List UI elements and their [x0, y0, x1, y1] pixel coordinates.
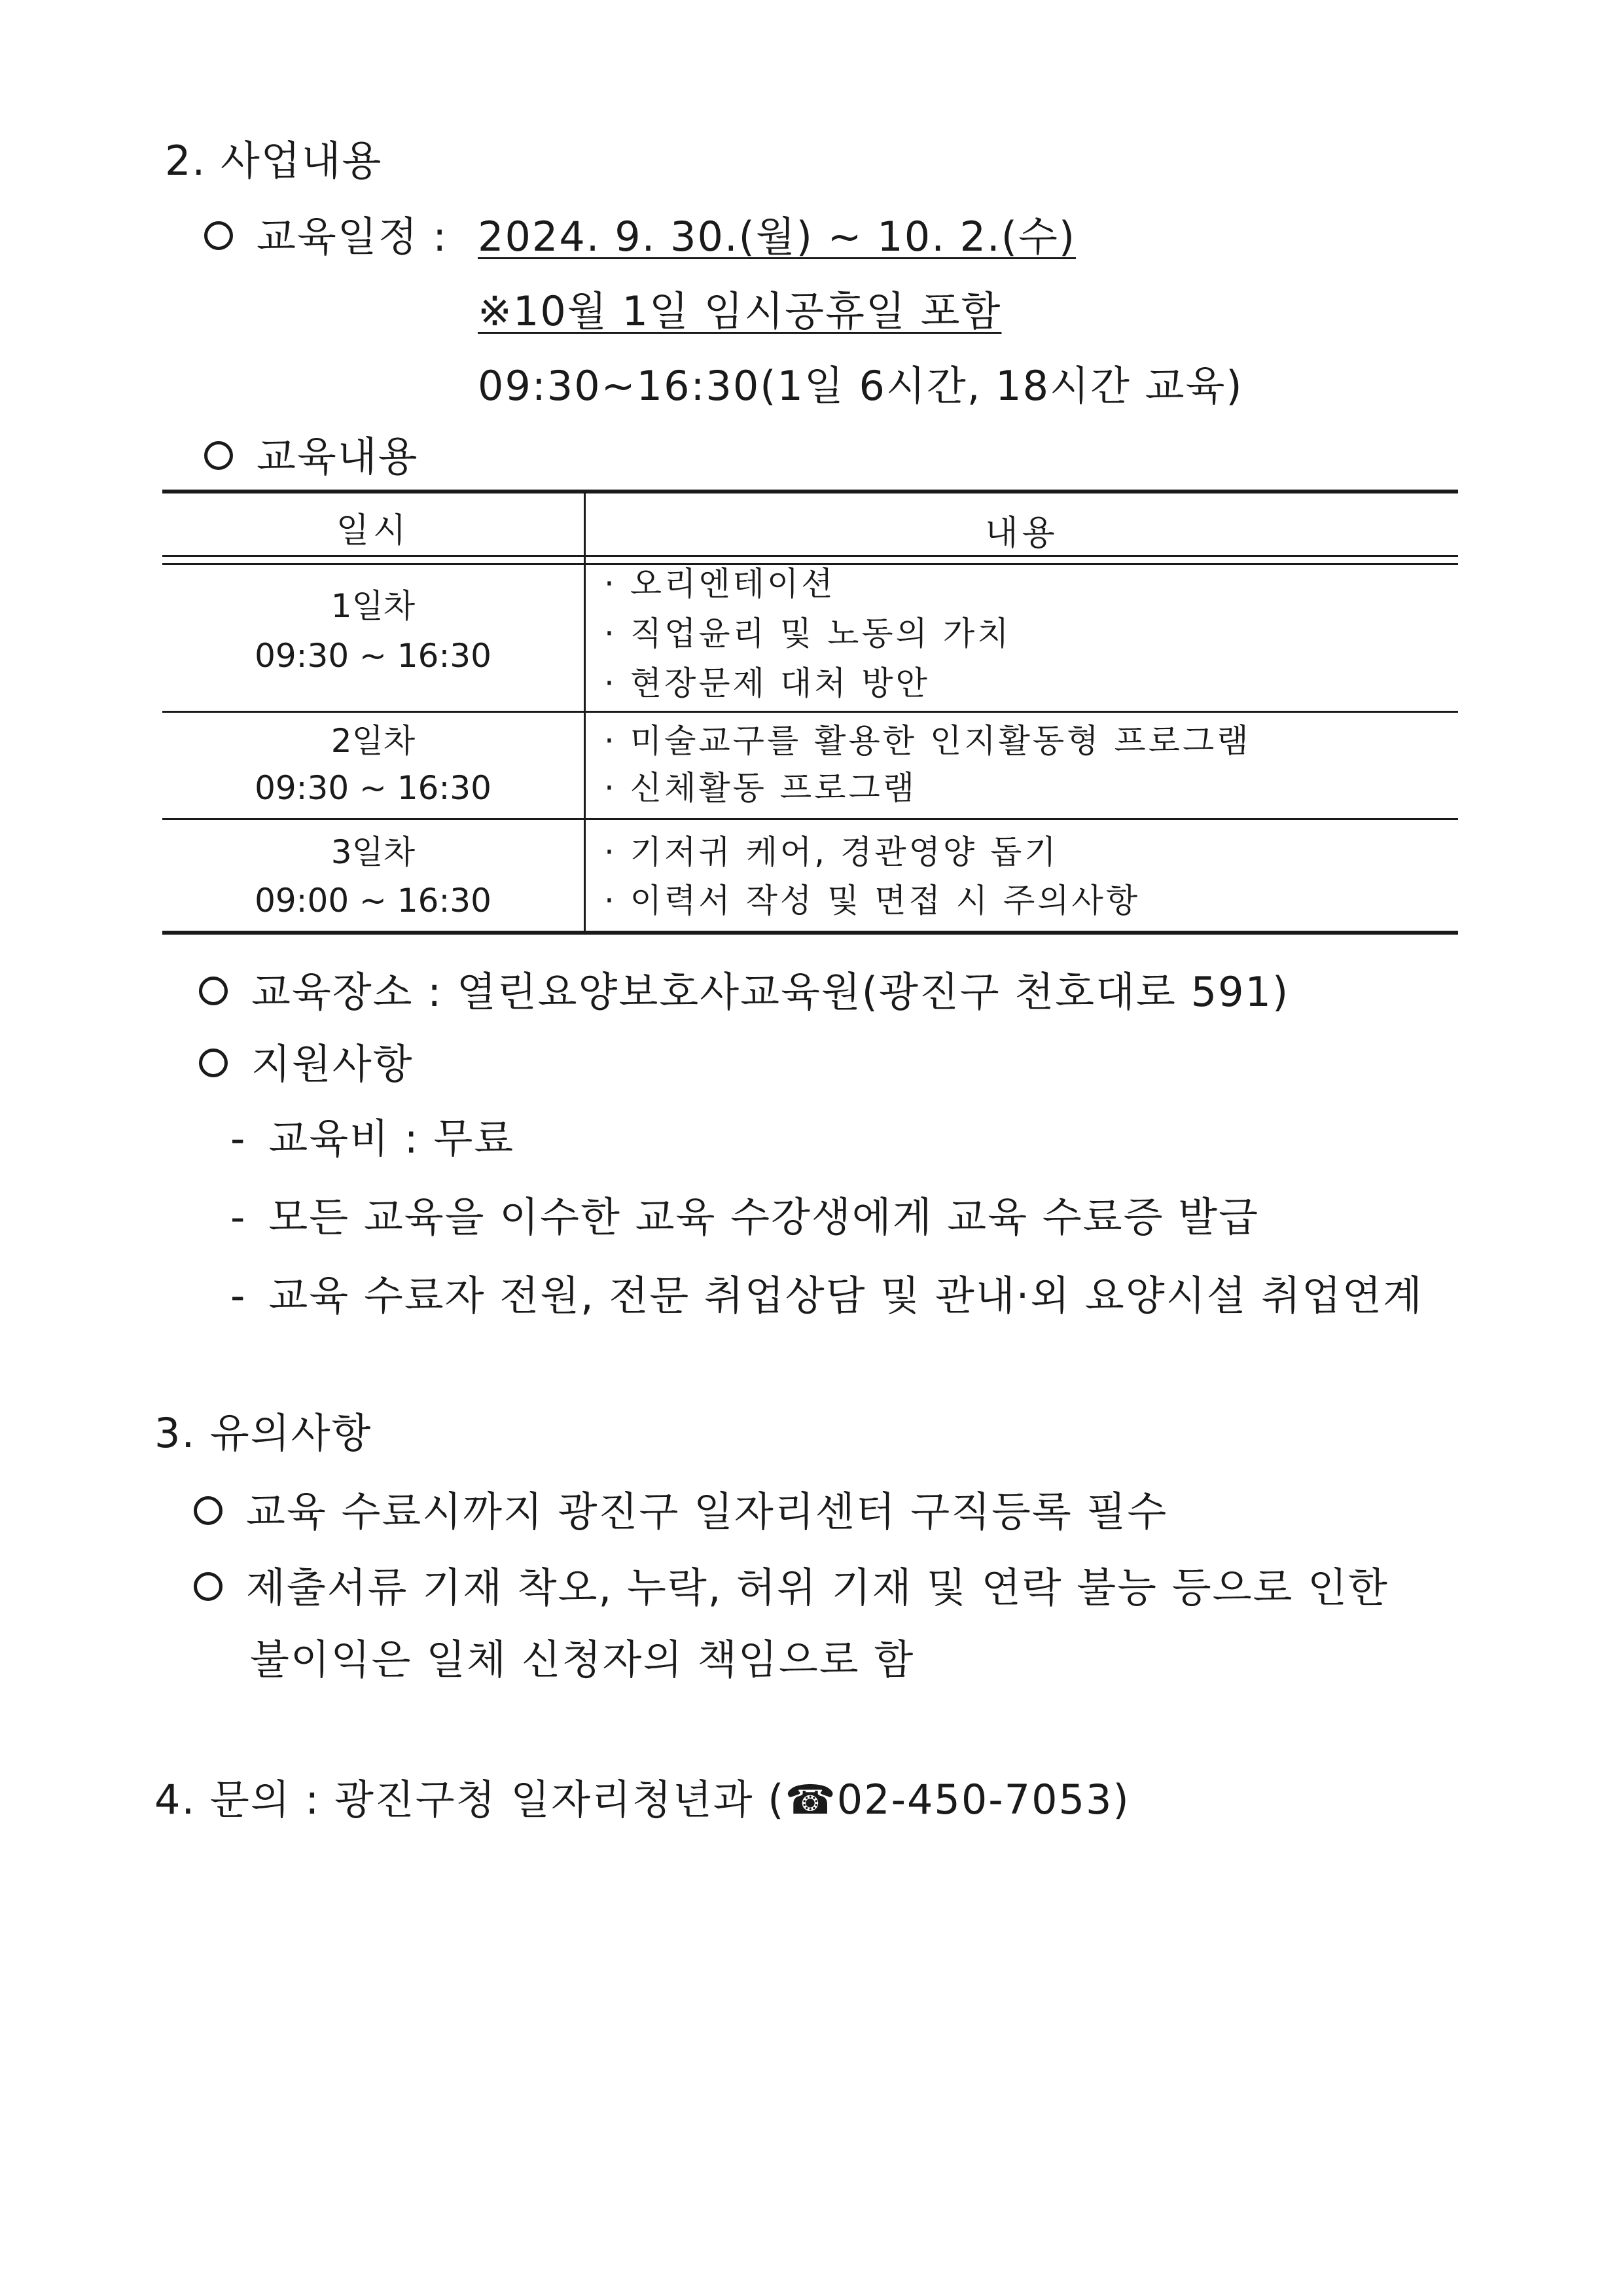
circle-bullet-icon	[194, 1572, 223, 1601]
section2-heading: 2. 사업내용	[165, 137, 383, 185]
table-row-item: · 현장문제 대처 방안	[604, 664, 930, 702]
curriculum-table	[162, 490, 1458, 935]
section4-heading: 4. 문의 : 광진구청 일자리청년과 (☎02-450-7053)	[154, 1776, 1130, 1823]
table-row-item: · 기저귀 케어, 경관영양 돕기	[604, 833, 1059, 871]
schedule-label: 교육일정 :	[257, 213, 448, 260]
notice-continuation: 불이익은 일체 신청자의 책임으로 함	[250, 1636, 915, 1683]
table-header-date: 일시	[336, 511, 410, 550]
circle-bullet-icon	[199, 1049, 228, 1077]
table-row-time: 09:30 ~ 16:30	[255, 769, 491, 807]
location-row	[199, 960, 1289, 1018]
support-row	[199, 1031, 414, 1090]
content-row	[204, 424, 419, 482]
support-item: - 교육비 : 무료	[230, 1115, 515, 1162]
schedule-note: ※10월 1일 임시공휴일 포함	[478, 287, 1002, 335]
notice-item: 교육 수료시까지 광진구 일자리센터 구직등록 필수	[194, 1479, 1168, 1537]
section3-heading: 3. 유의사항	[154, 1409, 372, 1457]
table-row-time: 09:30 ~ 16:30	[255, 637, 491, 675]
table-row-item: · 이력서 작성 및 면접 시 주의사항	[604, 882, 1141, 920]
circle-bullet-icon	[204, 221, 233, 250]
content-label: 교육내용	[257, 433, 419, 480]
circle-bullet-icon	[199, 977, 228, 1005]
table-row-time: 09:00 ~ 16:30	[255, 882, 491, 920]
circle-bullet-icon	[204, 441, 233, 470]
schedule-row	[204, 204, 448, 262]
table-row-day: 1일차	[330, 587, 416, 625]
table-row-day: 2일차	[330, 722, 416, 760]
notice-item: 제출서류 기재 착오, 누락, 허위 기재 및 연락 불능 등으로 인한	[194, 1555, 1389, 1613]
location-text: 교육장소 : 열린요양보호사교육원(광진구 천호대로 591)	[251, 968, 1290, 1016]
table-row-item: · 신체활동 프로그램	[604, 769, 918, 807]
circle-bullet-icon	[194, 1496, 223, 1525]
support-label: 지원사항	[251, 1040, 414, 1088]
support-item: - 모든 교육을 이수한 교육 수강생에게 교육 수료증 발급	[230, 1193, 1259, 1241]
table-row-item: · 미술교구를 활용한 인지활동형 프로그램	[604, 722, 1251, 760]
table-header-content: 내용	[985, 514, 1059, 553]
table-row-day: 3일차	[330, 833, 416, 871]
support-item: - 교육 수료자 전원, 전문 취업상담 및 관내·외 요양시설 취업연계	[230, 1272, 1423, 1319]
table-row-item: · 직업윤리 및 노동의 가치	[604, 615, 1012, 653]
table-row-item: · 오리엔테이션	[604, 565, 836, 603]
schedule-dates: 2024. 9. 30.(월) ~ 10. 2.(수)	[478, 213, 1077, 260]
schedule-hours: 09:30~16:30(1일 6시간, 18시간 교육)	[478, 362, 1243, 410]
